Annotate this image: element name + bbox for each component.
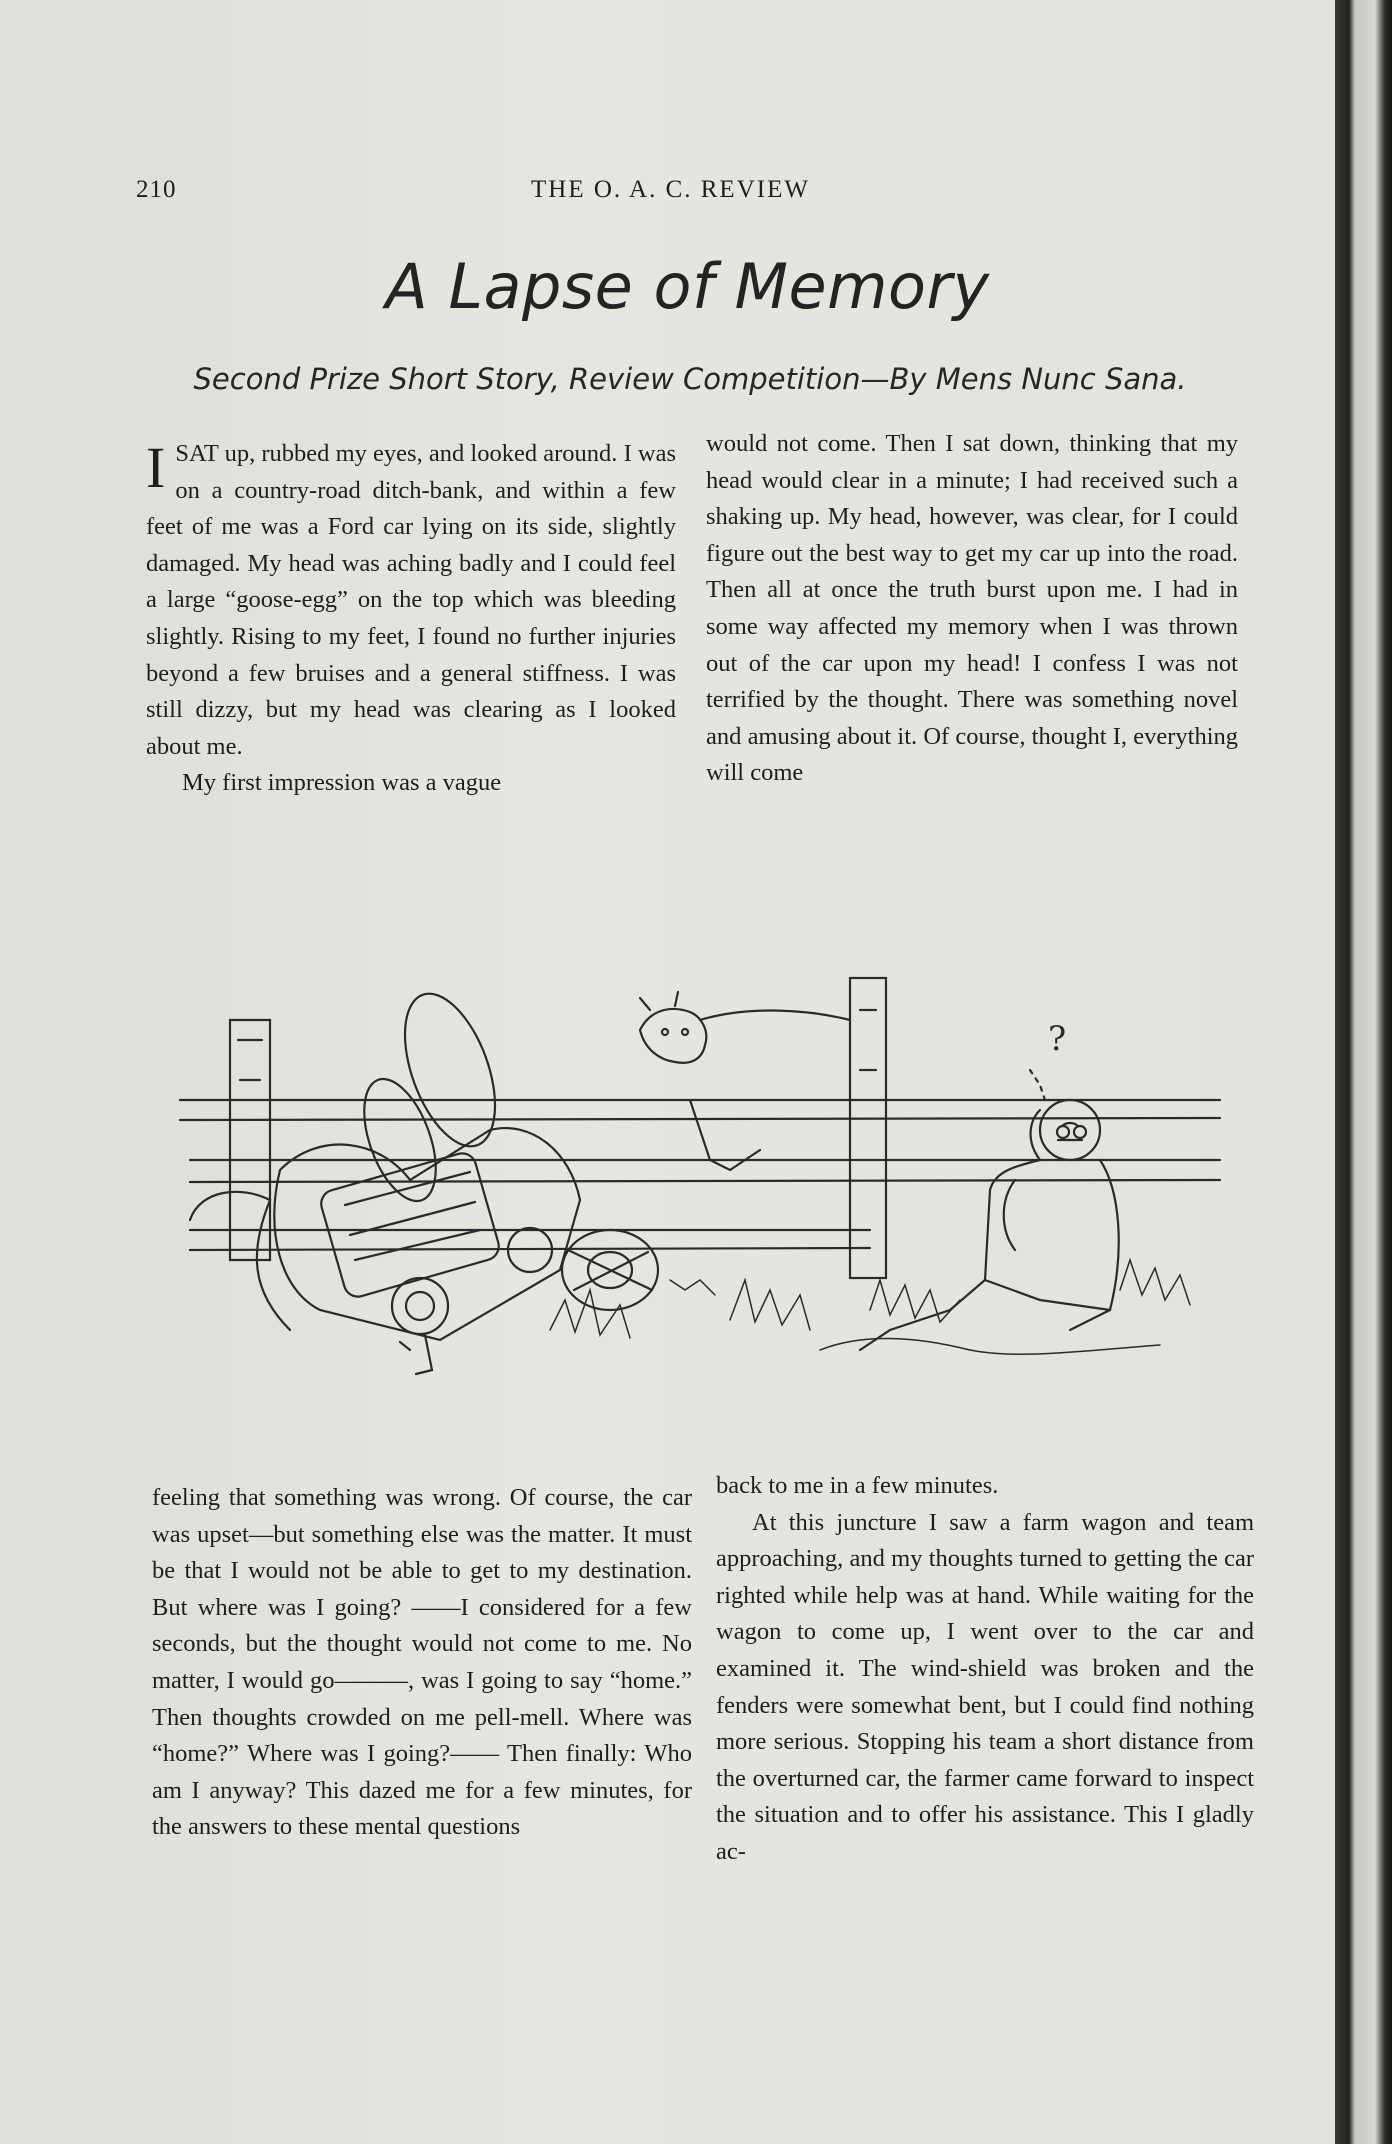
cow-drawing <box>640 992 850 1170</box>
drop-cap: I <box>146 435 166 500</box>
page-number: 210 <box>136 176 177 203</box>
paragraph: feeling that something was wrong. Of course, the car was upset—but something else was the matter. It must be that I would not be able to get to my destination. But where was I going? ——I considered for a few seconds, but the thought would not come to me. No matter, I would go———, was I going to say “home.” Then thoughts crowded on me pell-mell. Where was “home?” Where was I going?—— Then finally: Who am I anyway? This dazed me for a few minutes, for the answers to these mental questions <box>152 1484 692 1841</box>
column-top-right <box>706 426 1238 792</box>
page-header <box>136 176 1136 216</box>
article-subtitle: Second Prize Short Story, Review Competition—By Mens Nunc Sana. <box>193 362 1187 396</box>
paragraph: At this juncture I saw a farm wagon and team approaching, and my thoughts turned to getting the car righted while help was at hand. While waiting for the wagon to come up, I went over to the car and examined it. The wind-shield was broken and the fenders were somewhat bent, but I could find nothing more serious. Stopping his team a short distance from the overturned car, the farmer came forward to inspect the situation and to offer his assistance. This I gladly ac- <box>716 1508 1254 1865</box>
paragraph-text: SAT up, rubbed my eyes, and looked around. I was on a country-road ditch-bank, and within a few feet of me was a Ford car lying on its side, slightly damaged. My head was aching badly and I could feel a large “goose-egg” on the top which was bleeding slightly. Rising to my feet, I found no further injuries beyond a few bruises and a general stiffness. I was still dizzy, but my head was clearing as I looked about me. <box>146 440 676 760</box>
paragraph: back to me in a few minutes. <box>716 1472 999 1499</box>
column-bottom-right <box>716 1468 1254 1871</box>
dazed-man-drawing <box>860 1070 1119 1350</box>
running-head: THE O. A. C. REVIEW <box>531 176 810 203</box>
column-top-left <box>146 436 676 802</box>
story-illustration <box>170 950 1230 1420</box>
paragraph: would not come. Then I sat down, thinking that my head would clear in a minute; I had received such a shaking up. My head, however, was clear, for I could figure out the best way to get my car up into the road. Then all at once the truth burst upon me. I had in some way affected my memory when I was thrown out of the car upon my head! I confess I was not terrified by the thought. There was something novel and amusing about it. Of course, thought I, everything will come <box>706 430 1238 787</box>
article-title: A Lapse of Memory <box>385 250 990 323</box>
column-bottom-left <box>152 1480 692 1846</box>
question-mark: ? <box>1048 1019 1067 1059</box>
paragraph <box>146 436 676 765</box>
paragraph: My first impression was a vague <box>182 769 502 797</box>
